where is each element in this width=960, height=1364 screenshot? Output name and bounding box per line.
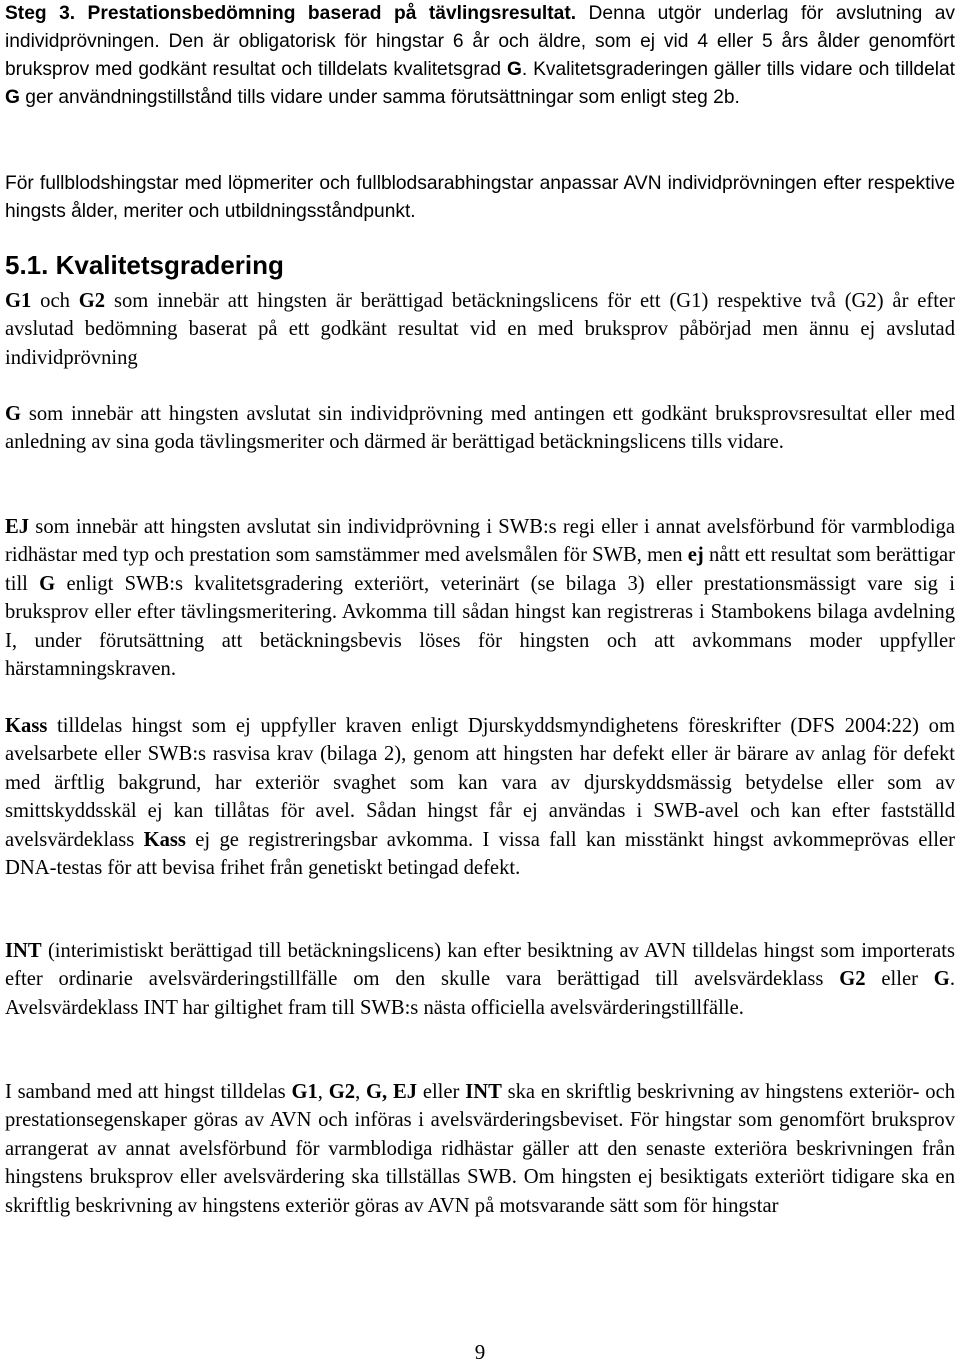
g-paragraph: G som innebär att hingsten avslutat sin individprövning med antingen ett godkänt bruksprovsresultat eller med anledning av sina goda tävlingsmeriter och därmed är berättigad betäckningslicens tills vidare. [5,403,955,454]
page-number: 9 [474,1340,486,1364]
section-heading: 5.1. Kvalitetsgradering [5,250,284,280]
kass-paragraph: Kass tilldelas hingst som ej uppfyller kraven enligt Djurskyddsmyndighetens föreskrifter (DFS 2004:22) om avelsarbete eller SWB:s rasvisa krav (bilaga 2), genom att hingsten har defekt eller är bärare av anlag för defekt med ärftlig bakgrund, har exteriör svaghet som kan vara av djurskyddsmässig betydelse eller som av smittskyddsskäl ej kan tillåtas för avel. Sådan hingst får ej användas i SWB-avel och kan efter fastställd avelsvärdeklass Kass ej ge registreringsbar avkomma. I vissa fall kan misstänkt hingst avkommeprövas eller DNA-testas för att bevisa frihet från genetiskt betingad defekt. [5,715,955,880]
int-paragraph: INT (interimistiskt berättigad till betäckningslicens) kan efter besiktning av AVN tilldelas hingst som importerats efter ordinarie avelsvärderingstillfälle om den skulle vara berättigad till avelsvärdeklass G2 eller G. Avelsvärdeklass INT har giltighet fram till SWB:s nästa officiella avelsvärderingstillfälle. [5,940,955,1019]
fullblod-paragraph: För fullblodshingstar med löpmeriter och fullblodsarabhingstar anpassar AVN individprövningen efter respektive hingsts ålder, meriter och utbildningsståndpunkt. [5,173,955,222]
g1-g2-paragraph: G1 och G2 som innebär att hingsten är berättigad betäckningslicens för ett (G1) respektive två (G2) år efter avslutad bedömning baserat på ett godkänt resultat vid en med bruksprov påbörjad men ännu ej avslutad individprövning [5,290,956,369]
samband-paragraph: I samband med att hingst tilldelas G1, G2, G, EJ eller INT ska en skriftlig beskrivning av hingstens exteriör- och prestationsegenskaper göras av AVN och införas i avelsvärderingsbeviset. För hingstar som genomfört bruksprov arrangerat av annat avelsförbund för varmblodiga ridhästar gäller att den senaste exteriöra beskrivningen från hingstens bruksprov eller avelsvärdering ska tillställas SWB. Om hingsten ej besiktigats exteriört tidigare ska en skriftlig beskrivning av hingstens exteriör göras av AVN på motsvarande sätt som för hingstar [5,1081,955,1217]
steg3-paragraph: Steg 3. Prestationsbedömning baserad på tävlingsresultat. Denna utgör underlag för avslutning av individprövningen. Den är obligatorisk för hingstar 6 år och äldre, som ej vid 4 eller 5 års ålder genomfört bruksprov med godkänt resultat och tilldelats kvalitetsgrad G. Kvalitetsgraderingen gäller tills vidare och tilldelat G ger användningstillstånd tills vidare under samma förutsättningar som enligt steg 2b. [5,3,955,108]
steg3-title: Steg 3. Prestationsbedömning baserad på tävlingsresultat. [5,3,577,24]
ej-paragraph: EJ som innebär att hingsten avslutat sin individprövning i SWB:s regi eller i annat avelsförbund för varmblodiga ridhästar med typ och prestation som samstämmer med avelsmålen för SWB, men ej nått ett resultat som berättigar till G enligt SWB:s kvalitetsgradering exteriört, veterinärt (se bilaga 3) eller prestationsmässigt vare sig i bruksprov eller efter tävlingsmeritering. Avkomma till sådan hingst kan registreras i Stambokens bilaga avdelning I, under förutsättning att betäckningsbevis löses för hingsten och att avkommans moder uppfyller härstamningskraven. [5,516,956,681]
